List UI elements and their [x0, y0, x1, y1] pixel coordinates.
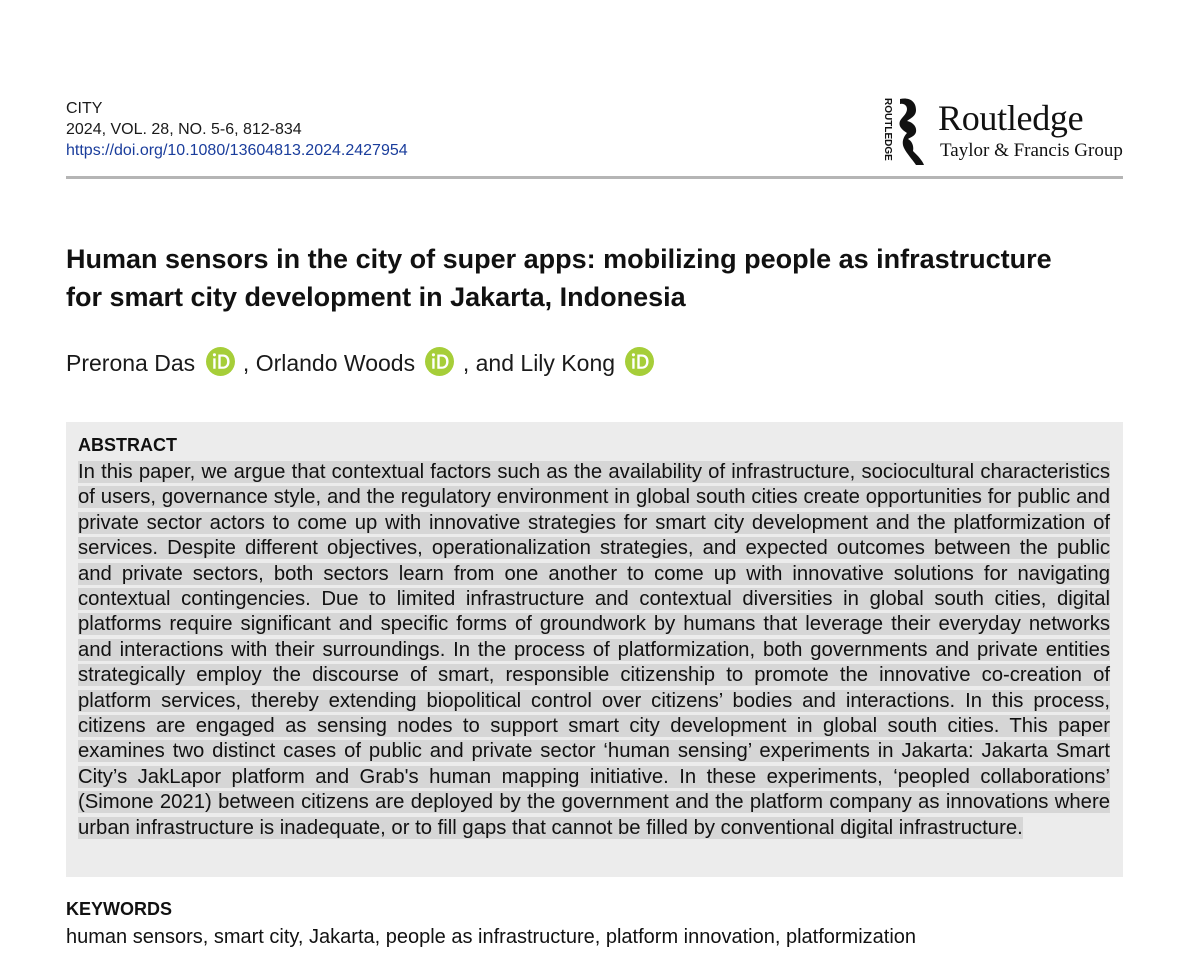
publisher-logo — [876, 96, 1126, 168]
abstract-text-selection[interactable]: In this paper, we argue that contextual factors such as the availability of infrastructure, sociocultural characteristics of users, governance style, and the regulatory environment in global south cities create opportunities for public and private sector actors to come up with innovative strategies for smart city development and the platformization of services. Despite different objectives, operationalization strategies, and expected outcomes between the public and private sectors, both sectors learn from one another to come up with innovative solutions for navigating contextual contingencies. Due to limited infrastructure and contextual diversities in global south cities, digital platforms require significant and specific forms of groundwork by humans that leverage their everyday networks and interactions with their surroundings. In the process of platformization, both governments and private entities strategically employ the discourse of smart, responsible citizenship to promote the innovative co-creation of platform services, thereby extending biopolitical control over citizens’ bodies and interactions. In this process, citizens are engaged as sensing nodes to support smart city development in global south cities. This paper examines two distinct cases of public and private sector ‘human sensing’ experiments in Jakarta: Jakarta Smart City’s JakLapor platform and Grab's human mapping initiative. In these experiments, ‘peopled collaborations’ (Simone 2021) between citizens are deployed by the government and the platform company as innovations where urban infrastructure is inadequate, or to fill gaps that cannot be filled by conventional digital infrastructure. — [78, 461, 1110, 839]
journal-name: CITY — [66, 100, 103, 117]
routledge-logo-icon — [876, 96, 934, 168]
publisher-name: Routledge — [938, 98, 1084, 138]
header-divider — [66, 176, 1123, 179]
orcid-icon[interactable] — [206, 347, 235, 376]
author-name[interactable]: Lily Kong — [520, 350, 616, 376]
publisher-group: Taylor & Francis Group — [940, 140, 1123, 161]
orcid-icon[interactable] — [425, 347, 454, 376]
abstract-text[interactable] — [78, 460, 1110, 841]
author-separator: , and — [462, 350, 515, 376]
abstract-heading: ABSTRACT — [78, 435, 177, 455]
journal-metadata — [66, 98, 408, 161]
article-title: Human sensors in the city of super apps: mobilizing people as infrastructure for smart city development in Jakarta, Indonesia — [66, 244, 1052, 312]
publisher-vertical-label: ROUTLEDGE — [882, 98, 893, 161]
author-separator: , — [242, 350, 250, 376]
orcid-icon[interactable] — [625, 347, 654, 376]
doi-link[interactable]: https://doi.org/10.1080/13604813.2024.2427954 — [66, 142, 408, 159]
author-name[interactable]: Prerona Das — [66, 350, 196, 376]
author-name[interactable]: Orlando Woods — [255, 350, 416, 376]
author-list — [66, 347, 656, 379]
keywords-list: human sensors, smart city, Jakarta, people as infrastructure, platform innovation, platformization — [66, 926, 917, 948]
journal-citation: 2024, VOL. 28, NO. 5-6, 812-834 — [66, 121, 302, 138]
keywords-heading: KEYWORDS — [66, 899, 173, 919]
